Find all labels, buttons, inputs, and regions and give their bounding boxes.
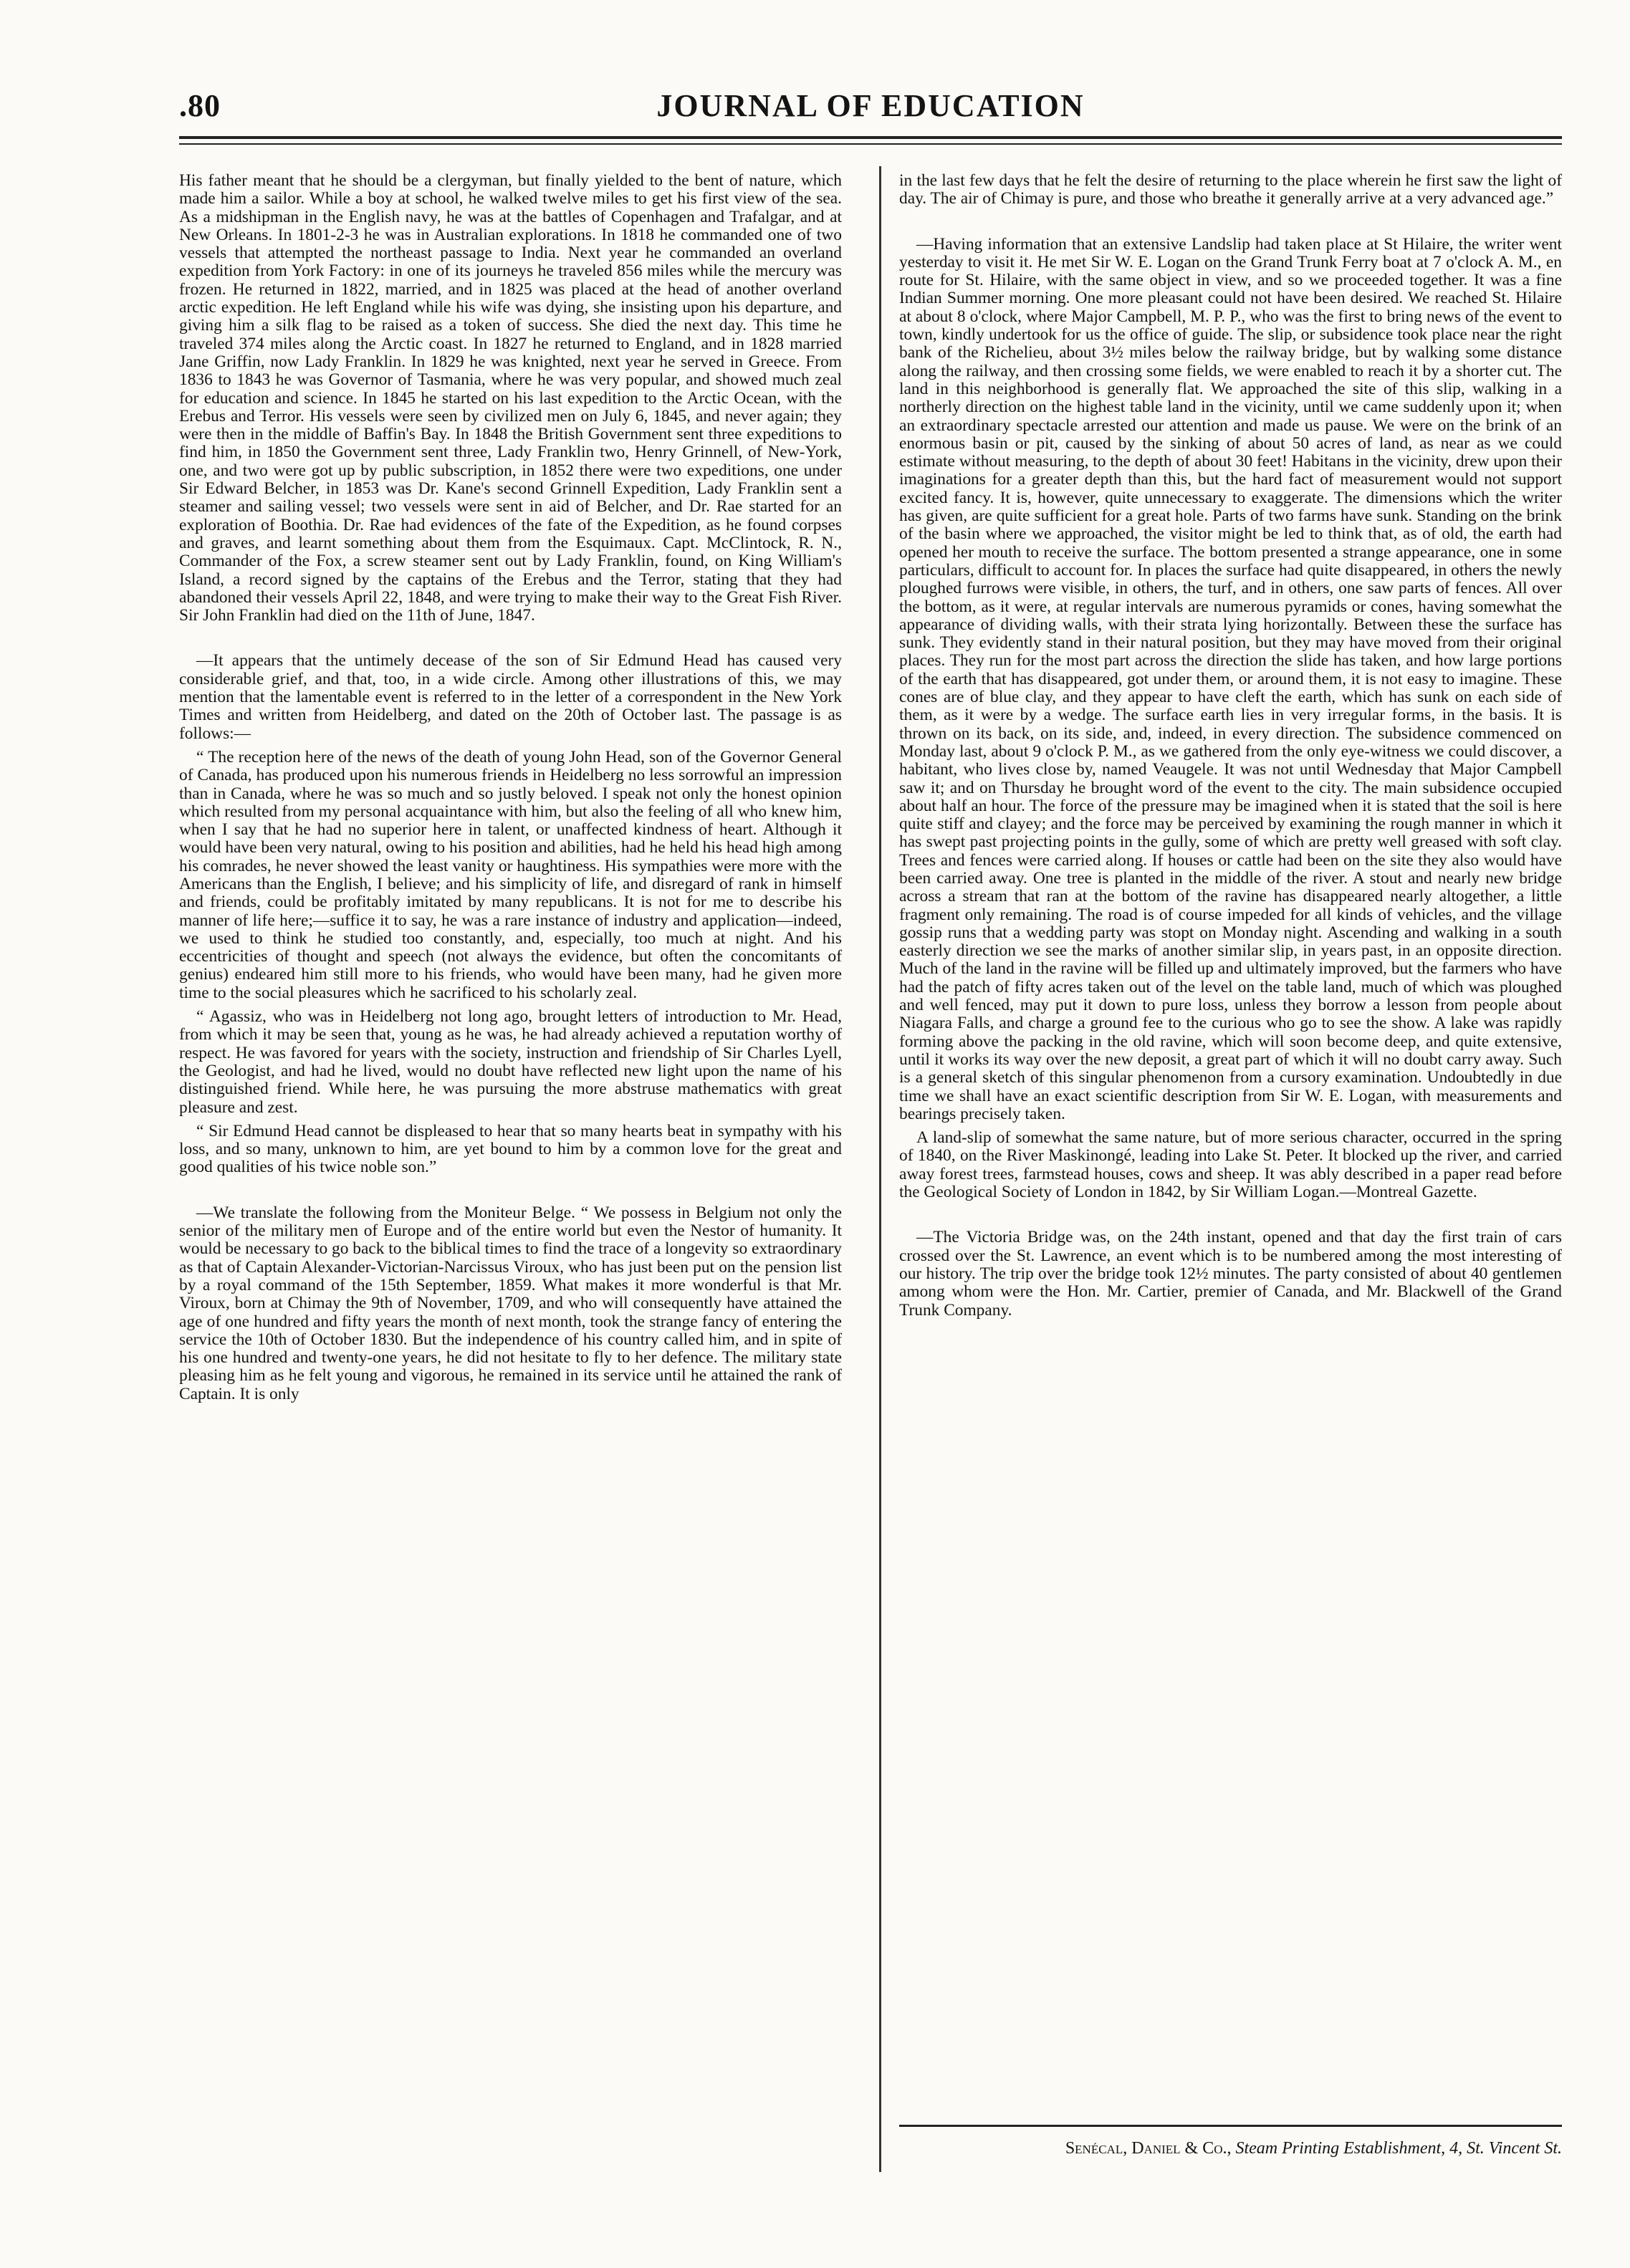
left-column [179, 172, 842, 1403]
landslip-article: —Having information that an extensive Landslip had taken place at St Hilaire, the writer went yesterday to visit it. He met Sir W. E. Logan on the Grand Trunk Ferry boat at 7 o'clock A. M., en route for St. Hilaire, with the same object in view, and so we proceeded together. It was a fine Indian Summer morning. One more pleasant could not have been desired. We reached St. Hilaire at about 8 o'clock, where Major Campbell, M. P. P., who was the first to bring news of the event to town, kindly undertook for us the office of guide. The slip, or subsidence took place near the right bank of the Richelieu, about 3½ miles below the railway bridge, but by walking some distance along the railway, and then crossing some fields, we were enabled to reach it by a shorter cut. The land in this neighborhood is generally flat. We approached the site of this slip, walking in a northerly direction on the highest table land in the vicinity, until we came suddenly upon it; when an extraordinary spectacle arrested our attention and made us pause. We were on the brink of an enormous basin or pit, caused by the sinking of about 50 acres of land, as near as we could estimate without measuring, to the depth of about 30 feet! Habitans in the vicinity, drew upon their imaginations for a greater depth than this, but the hard fact of measurement would not support excited fancy. It is, however, quite unnecessary to exaggerate. The dimensions which the writer has given, are quite sufficient for a great hole. Parts of two farms have sunk. Standing on the brink of the basin where we approached, the visitor might be led to think that, as of old, the earth had opened her mouth to receive the surface. The bottom presented a strange appearance, one in some particulars, difficult to account for. In places the surface had quite disappeared, in others the newly ploughed furrows were visible, in others, the turf, and in others, one saw parts of fences. All over the bottom, as it were, at regular intervals are numerous pyramids or cones, having somewhat the appearance of dividing walls, with their strata lying horizontally. Between these the surface has sunk. They evidently stand in their natural position, but they may have moved from their original places. They run for the most part across the direction the slide has taken, and how large portions of the earth that has disappeared, got under them, or around them, it is not easy to imagine. These cones are of blue clay, and they appear to have cleft the earth, which has sunk on each side of them, as it were by a wedge. The surface earth lies in very irregular forms, in the basis. It is thrown on its back, on its side, and, indeed, in every direction. The subsidence commenced on Monday last, about 9 o'clock P. M., as we gathered from the only eye-witness we could discover, a habitant, who lives close by, named Veaugele. It was not until Wednesday that Major Campbell saw it; and on Thursday he brought word of the event to the city. The main subsidence occupied about half an hour. The force of the pressure may be imagined when it is stated that the soil is here quite stiff and clayey; and the force may be perceived by examining the rough manner in which it has swept past projecting points in the gully, some of which are pretty well greased with soft clay. Trees and fences were carried along. If houses or cattle had been on the site they also would have been carried away. One tree is planted in the middle of the river. A stout and nearly new bridge across a stream that ran at the bottom of the ravine has disappeared nearly altogether, a little fragment only remaining. The road is of course impeded for all kinds of vehicles, and the village gossip runs that a wedding party was stopt on Monday night. Ascending and walking in a south easterly direction we see the marks of another similar slip, in years past, in an opposite direction. Much of the land in the ravine will be filled up and ultimately improved, but the farmers who have had the patch of fifty acres taken out of the level on the table land, much of which was ploughed and well fenced, may put it down to pure loss, unless they borrow a lesson from people about Niagara Falls, and charge a ground fee to the curious who go to see the show. A lake was rapidly forming above the packing in the old ravine, which will soon become deep, and quite extensive, until it works its way over the new deposit, a great part of which it will no doubt carry away. Such is a general sketch of this singular phenomenon from a cursory examination. Undoubtedly in due time we shall have an exact scientific description from Sir W. E. Logan, with measurements and bearings precisely taken. [899, 234, 1562, 1123]
header-rule-thick [179, 136, 1562, 139]
page-number: .80 [179, 88, 221, 123]
page-header [179, 87, 1562, 130]
printer-name: Senécal, Daniel & Co., [1065, 2139, 1232, 2158]
printer-establishment: Steam Printing Establishment, 4, St. Vincent St. [1235, 2139, 1562, 2158]
head-article-quote: “ The reception here of the news of the death of young John Head, son of the Governor General of Canada, has produced upon his numerous friends in Heidelberg no less sorrowful an impression than in Canada, where he was so much and so justly beloved. I speak not only the honest opinion which resulted from my personal acquaintance with him, but also the feeling of all who knew him, when I say that he had no superior here in talent, or unaffected kindness of heart. Although it would have been very natural, owing to his position and abilities, had he held his head high among his comrades, he never showed the least vanity or haughtiness. His sympathies were more with the Americans than the English, I believe; and his simplicity of life, and disregard of rank in himself and friends, could be profitably imitated by many republicans. It is not for me to describe his manner of life here;—suffice it to say, he was a rare instance of industry and application—indeed, we used to think he studied too constantly, and, especially, too much at night. And his eccentricities of thought and speech (not always the evidence, but often the concomitants of genius) endeared him still more to his friends, who would have been many, had he given more time to the social pleasures which he sacrificed to his scholarly zeal. [179, 747, 842, 1002]
viroux-article-continued: in the last few days that he felt the desire of returning to the place wherein he first saw the light of day. The air of Chimay is pure, and those who breathe it generally arrive at a very advanced age.” [899, 171, 1562, 208]
header-rule-thin [179, 143, 1562, 145]
franklin-biography: His father meant that he should be a clergyman, but finally yielded to the bent of nature, which made him a sailor. While a boy at school, he walked twelve miles to get his first view of the sea. As a midshipman in the English navy, he was at the battles of Copenhagen and Trafalgar, and at New Orleans. In 1801-2-3 he was in Australian explorations. In 1818 he commanded one of two vessels that attempted the northeast passage to India. Next year he commanded an overland expedition from York Factory: in one of its journeys he traveled 856 miles while the mercury was frozen. He returned in 1822, married, and in 1825 was placed at the head of another overland arctic expedition. He left England while his wife was dying, she insisting upon his departure, and giving him a silk flag to be raised as a token of success. She died the next day. This time he traveled 374 miles along the Arctic coast. In 1827 he returned to England, and in 1828 married Jane Griffin, now Lady Franklin. In 1829 he was knighted, next year he served in Greece. From 1836 to 1843 he was Governor of Tasmania, where he was very popular, and showed much zeal for education and science. In 1845 he started on his last expedition to the Arctic Ocean, with the Erebus and Terror. His vessels were seen by civilized men on July 6, 1845, and never again; they were then in the middle of Baffin's Bay. In 1848 the British Government sent three expeditions to find him, in 1850 the Government sent three, Lady Franklin two, Henry Grinnell, of New-York, one, and two were got up by public subscription, in 1852 there were two expeditions, one under Sir Edward Belcher, in 1853 was Dr. Kane's second Grinnell Expedition, Lady Franklin sent a steamer and sailing vessel; two vessels were sent in aid of Belcher, and Dr. Rae started for an exploration of Boothia. Dr. Rae had evidences of the fate of the Expedition, as he found corpses and graves, and learnt something about them from the Esquimaux. Capt. McClintock, R. N., Commander of the Fox, a screw steamer sent out by Lady Franklin, found, on King William's Island, a record signed by the captains of the Erebus and the Terror, stating that they had abandoned their vessels April 22, 1848, and were trying to make their way to the Great Fish River. Sir John Franklin had died on the 11th of June, 1847. [179, 171, 842, 625]
head-article-quote: “ Agassiz, who was in Heidelberg not long ago, brought letters of introduction to Mr. Head, from which it may be seen that, young as he was, he had already achieved a reputation worthy of respect. He was favored for years with the society, instruction and friendship of Sir Charles Lyell, the Geologist, and had he lived, would no doubt have reflected new light upon the name of his distinguished friend. While here, he was pursuing the more abstruse mathematics with great pleasure and zest. [179, 1007, 842, 1117]
printer-imprint [899, 2139, 1562, 2158]
victoria-bridge-article: —The Victoria Bridge was, on the 24th instant, opened and that day the first train of cars crossed over the St. Lawrence, an event which is to be numbered among the most interesting of our history. The trip over the bridge took 12½ minutes. The party consisted of about 40 gentlemen among whom were the Hon. Mr. Cartier, premier of Canada, and Mr. Blackwell of the Grand Trunk Company. [899, 1228, 1562, 1320]
maskinonge-article: A land-slip of somewhat the same nature, but of more serious character, occurred in the spring of 1840, on the River Maskinongé, leading into Lake St. Peter. It blocked up the river, and carried away forest trees, farmstead houses, cows and sheep. It was ably described in a paper read before the Geological Society of London in 1842, by Sir William Logan.—Montreal Gazette. [899, 1128, 1562, 1202]
right-column [899, 172, 1562, 1320]
column-divider [879, 166, 881, 2172]
footer-rule [899, 2125, 1562, 2127]
head-article-quote: “ Sir Edmund Head cannot be displeased to hear that so many hearts beat in sympathy with his loss, and so many, unknown to him, are yet bound to him by a common love for the great and good qualities of his twice noble son.” [179, 1121, 842, 1177]
head-article-intro: —It appears that the untimely decease of the son of Sir Edmund Head has caused very considerable grief, and that, too, in a wide circle. Among other illustrations of this, we may mention that the lamentable event is referred to in the letter of a correspondent in the New York Times and written from Heidelberg, and dated on the 20th of October last. The passage is as follows:— [179, 651, 842, 743]
journal-title: JOURNAL OF EDUCATION [656, 88, 1085, 123]
viroux-article: —We translate the following from the Moniteur Belge. “ We possess in Belgium not only the senior of the military men of Europe and of the entire world but even the Nestor of humanity. It would be necessary to go back to the biblical times to find the trace of a longevity so extraordinary as that of Captain Alexander-Victorian-Narcissus Viroux, who has just been put on the pension list by a royal command of the 15th September, 1859. What makes it more wonderful is that Mr. Viroux, born at Chimay the 9th of November, 1709, and who will consequently have attained the age of one hundred and fifty years the month of next month, took the strange fancy of entering the service the 10th of October 1830. But the independence of his country called him, and in spite of his one hundred and twenty-one years, he did not hesitate to fly to her defence. The military state pleasing him as he felt young and vigorous, he remained in its service until he attained the rank of Captain. It is only [179, 1203, 842, 1403]
